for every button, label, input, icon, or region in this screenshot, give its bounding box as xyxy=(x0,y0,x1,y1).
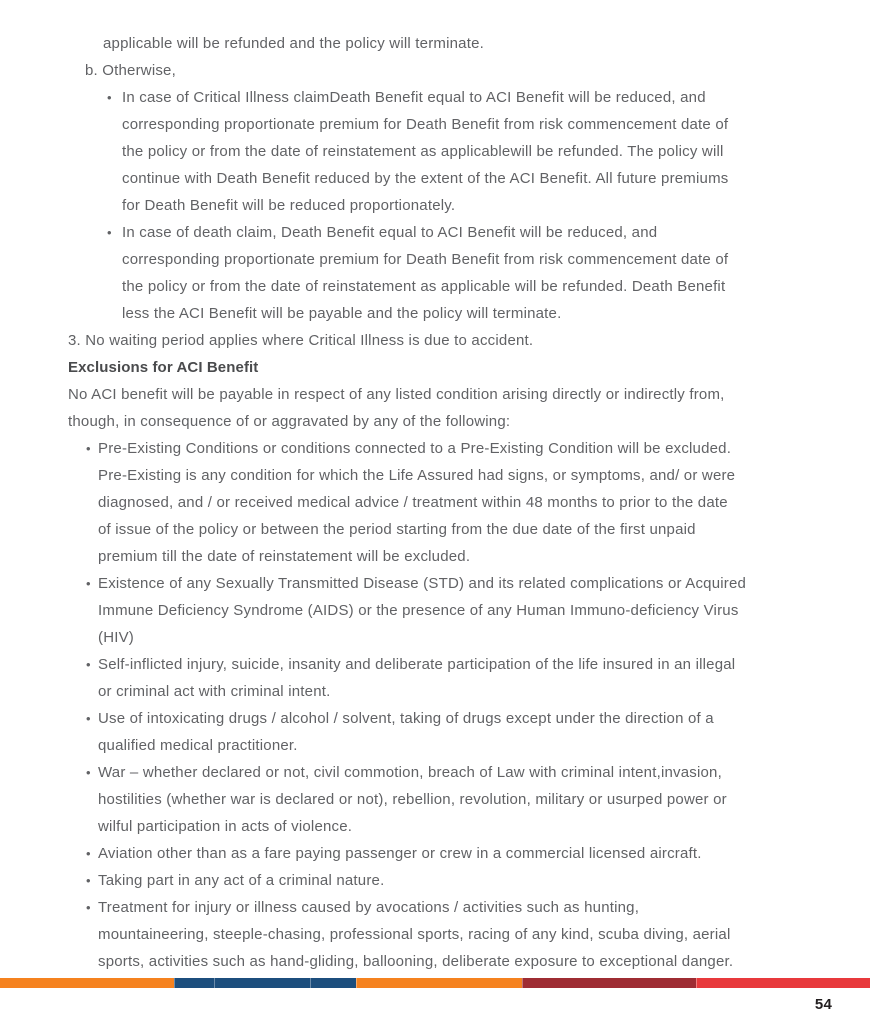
paragraph xyxy=(68,30,832,57)
list-item xyxy=(68,867,832,894)
footer-bar-segment xyxy=(214,978,310,988)
list-item xyxy=(68,894,832,975)
bullet-icon: • xyxy=(86,441,91,456)
text-lines: Pre-Existing Conditions or conditions connected to a Pre-Existing Condition will be excluded. Pre-Existing is any condition for which the Life Assured had signs, or symptoms, and/ or were diagnosed, and / or received medical advice / treatment within 48 months to prior to the date of issue of the policy or between the period starting from the due date of the first unpaid premium till the date of reinstatement will be excluded. xyxy=(98,440,736,565)
text-lines: War – whether declared or not, civil commotion, breach of Law with criminal intent,invasion, hostilities (whether war is declared or not), rebellion, revolution, military or usurped power or wilful participation in acts of violence. xyxy=(98,764,727,835)
list-item xyxy=(68,651,832,705)
bullet-icon: • xyxy=(86,657,91,672)
text-lines: b. Otherwise, xyxy=(85,62,176,79)
list-item xyxy=(68,705,832,759)
list-item xyxy=(68,435,832,570)
footer-bar-segment xyxy=(696,978,870,988)
text-lines: Self-inflicted injury, suicide, insanity and deliberate participation of the life insured in an illegal or criminal act with criminal intent. xyxy=(98,656,736,700)
list-item xyxy=(68,570,832,651)
bullet-icon: • xyxy=(86,765,91,780)
footer-bar-segment xyxy=(0,978,174,988)
footer-bar-segment xyxy=(522,978,696,988)
text-lines: No ACI benefit will be payable in respect of any listed condition arising directly or indirectly from, though, in consequence of or aggravated by any of the following: xyxy=(68,386,725,430)
bullet-icon: • xyxy=(86,846,91,861)
footer-color-bar xyxy=(0,978,870,988)
bullet-icon: • xyxy=(107,90,112,105)
text-lines: Exclusions for ACI Benefit xyxy=(68,359,259,376)
bullet-icon: • xyxy=(86,711,91,726)
footer-bar-segment xyxy=(174,978,214,988)
list-item xyxy=(68,219,832,327)
paragraph xyxy=(68,381,832,435)
text-lines: In case of Critical Illness claimDeath Benefit equal to ACI Benefit will be reduced, and corresponding proportionate premium for Death Benefit from risk commencement date of the policy or from the date of reinstatement as applicablewill be refunded. The policy will continue with Death Benefit reduced by the extent of the ACI Benefit. All future premiums for Death Benefit will be reduced proportionately. xyxy=(122,89,729,214)
list-item xyxy=(68,84,832,219)
text-lines: In case of death claim, Death Benefit equal to ACI Benefit will be reduced, and corresponding proportionate premium for Death Benefit from risk commencement date of the policy or from the date of reinstatement as applicable will be refunded. Death Benefit less the ACI Benefit will be payable and the policy will terminate. xyxy=(122,224,729,322)
text-lines: applicable will be refunded and the policy will terminate. xyxy=(103,35,484,52)
bullet-icon: • xyxy=(107,225,112,240)
text-lines: Taking part in any act of a criminal nature. xyxy=(98,872,385,889)
bullet-icon: • xyxy=(86,873,91,888)
text-lines: Aviation other than as a fare paying passenger or crew in a commercial licensed aircraft. xyxy=(98,845,702,862)
text-lines: 3. No waiting period applies where Critical Illness is due to accident. xyxy=(68,332,534,349)
footer-bar-segment xyxy=(356,978,522,988)
list-item xyxy=(68,759,832,840)
paragraph xyxy=(68,57,832,84)
text-lines: Use of intoxicating drugs / alcohol / solvent, taking of drugs except under the direction of a qualified medical practitioner. xyxy=(98,710,714,754)
text-lines: Existence of any Sexually Transmitted Disease (STD) and its related complications or Acquired Immune Deficiency Syndrome (AIDS) or the presence of any Human Immuno-deficiency Virus (HIV) xyxy=(98,575,747,646)
list-item xyxy=(68,840,832,867)
paragraph xyxy=(68,327,832,354)
text-lines: Treatment for injury or illness caused by avocations / activities such as hunting, mountaineering, steeple-chasing, professional sports, racing of any kind, scuba diving, aerial sports, activities such as hand-gliding, ballooning, deliberate exposure to exceptional danger. xyxy=(98,899,734,970)
section-heading xyxy=(68,354,832,381)
footer-bar-segment xyxy=(310,978,356,988)
document-body xyxy=(68,30,832,975)
bullet-icon: • xyxy=(86,576,91,591)
page-number: 54 xyxy=(814,996,832,1013)
bullet-icon: • xyxy=(86,900,91,915)
